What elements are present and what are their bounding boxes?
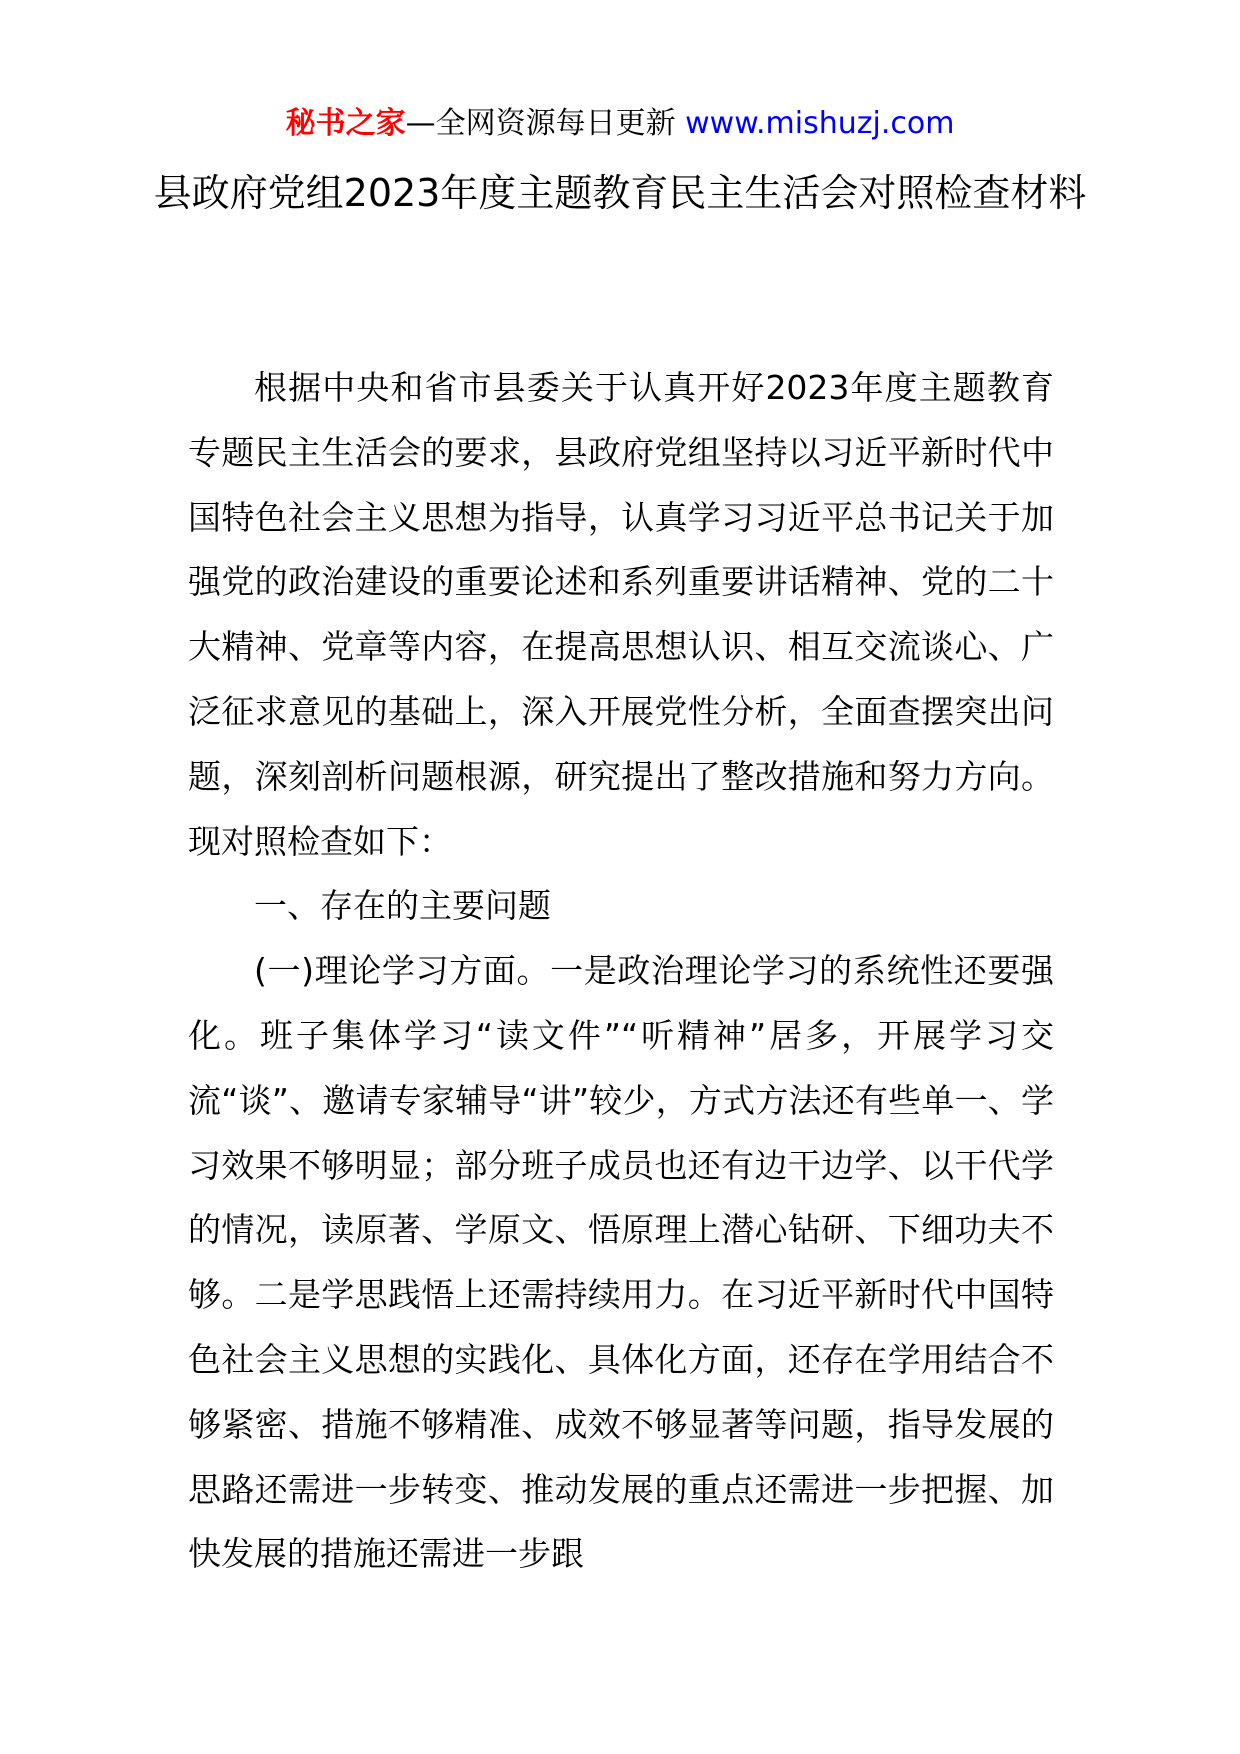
body-paragraph: (一)理论学习方面。一是政治理论学习的系统性还要强化。班子集体学习“读文件”“听精神”居多，开展学习交流“谈”、邀请专家辅导“讲”较少，方式方法还有些单一、学习效果不够明显；部分班子成员也还有边干边学、以干代学的情况，读原著、学原文、悟原理上潜心钻研、下细功夫不够。二是学思践悟上还需持续用力。在习近平新时代中国特色社会主义思想的实践化、具体化方面，还存在学用结合不够紧密、措施不够精准、成效不够显著等问题，指导发展的思路还需进一步转变、推动发展的重点还需进一步把握、加快发展的措施还需进一步跟: [188, 951, 1054, 1574]
intro-paragraph: 根据中央和省市县委关于认真开好2023年度主题教育专题民主生活会的要求，县政府党组坚持以习近平新时代中国特色社会主义思想为指导，认真学习习近平总书记关于加强党的政治建设的重要论述和系列重要讲话精神、党的二十大精神、党章等内容，在提高思想认识、相互交流谈心、广泛征求意见的基础上，深入开展党性分析，全面查摆突出问题，深刻剖析问题根源，研究提出了整改措施和努力方向。现对照检查如下：: [188, 368, 1054, 861]
section-heading: 一、存在的主要问题: [254, 886, 551, 926]
brand-name: 秘书之家: [285, 106, 406, 141]
document-title: 县政府党组2023年度主题教育民主生活会对照检查材料: [153, 171, 1087, 215]
header-slogan: —全网资源每日更新: [405, 106, 676, 141]
document-body: [188, 356, 1054, 1587]
site-header: [0, 100, 1240, 148]
site-url-link[interactable]: www.mishuzj.com: [685, 106, 955, 141]
